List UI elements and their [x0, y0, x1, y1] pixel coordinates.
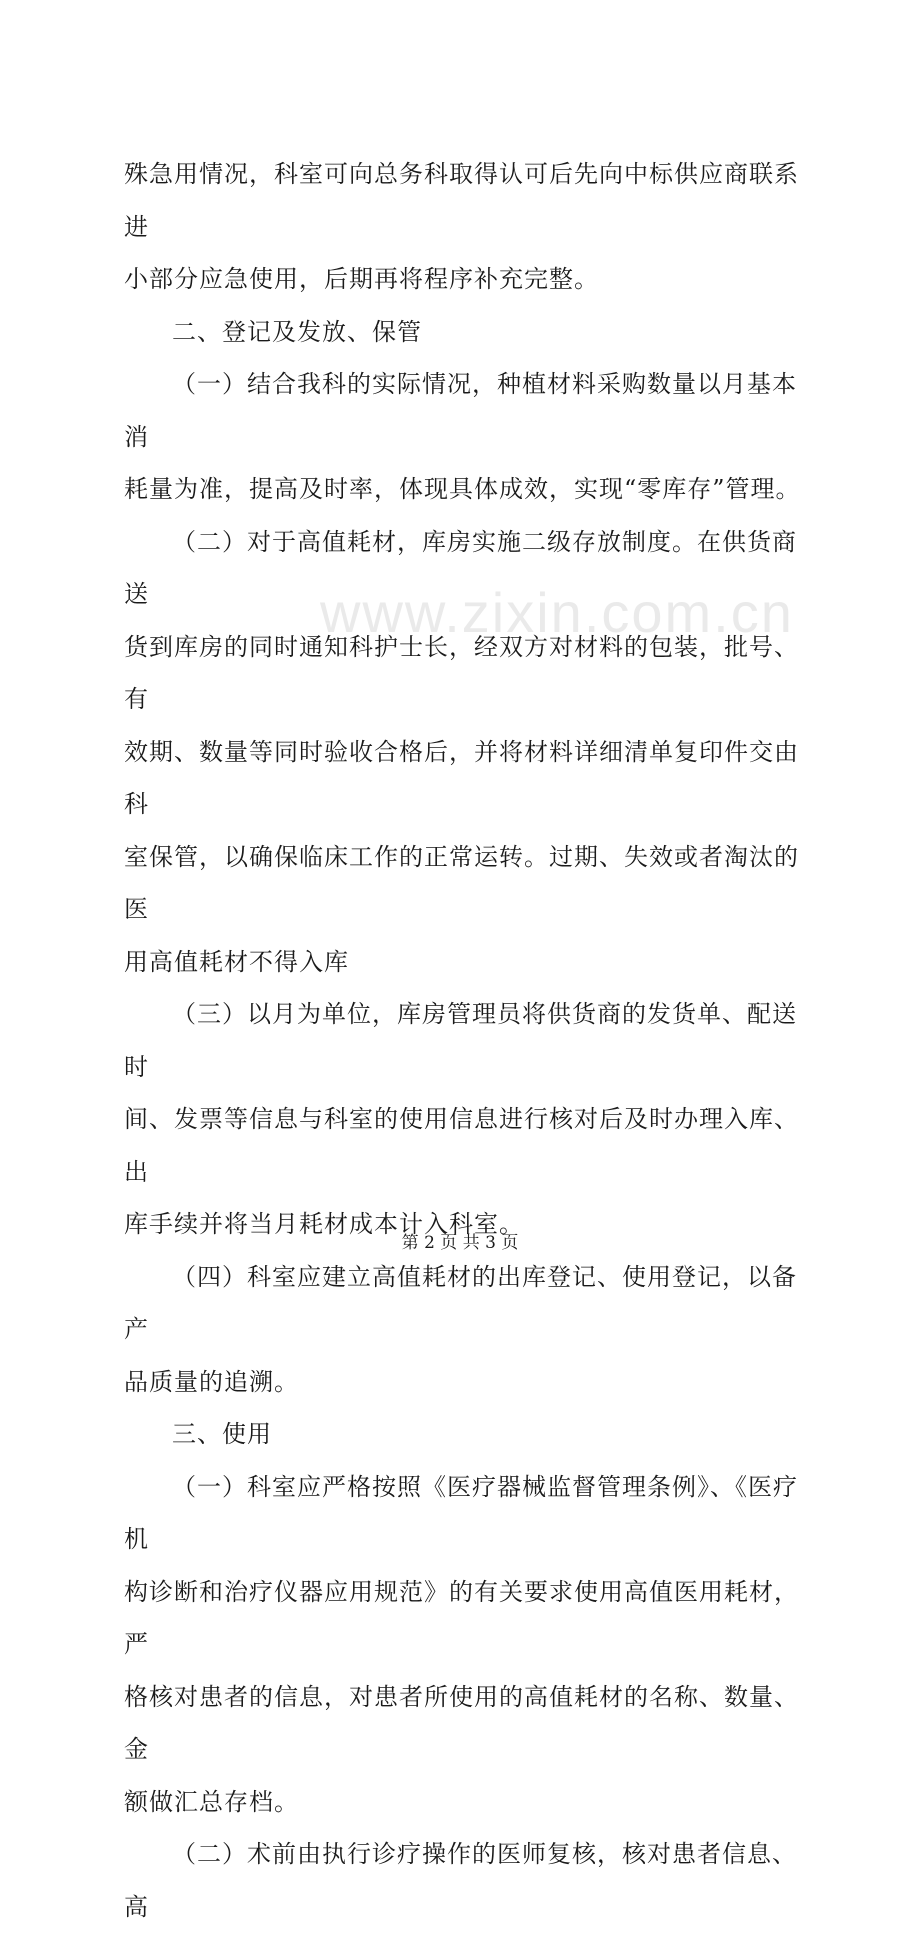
paragraph-1: 殊急用情况，科室可向总务科取得认可后先向中标供应商联系进 小部分应急使用，后期再将程序补充完整。	[124, 160, 799, 293]
section-heading-2: 二、登记及发放、保管	[172, 317, 422, 346]
paragraph-2-1: （一）结合我科的实际情况，种植材料采购数量以月基本消 耗量为准，提高及时率，体现具体成效，实现“零库存”管理。	[124, 370, 801, 503]
document-body	[124, 148, 814, 1933]
paragraph-2-4: （四）科室应建立高值耗材的出库登记、使用登记，以备产 品质量的追溯。	[124, 1262, 797, 1396]
paragraph-3-2: （二）术前由执行诊疗操作的医师复核，核对患者信息、高	[124, 1840, 797, 1921]
watermark-text: www.zixin.com.cn	[320, 581, 794, 644]
section-heading-3: 三、使用	[172, 1420, 272, 1448]
paragraph-2-2: （二）对于高值耗材，库房实施二级存放制度。在供货商送 货到库房的同时通知科护士长，经双方对材料的包装，批号、有 效期、数量等同时验收合格后，并将材料详细清单复印件交由科 室保管，以确保临床工作的正常运转。过期、失效或者淘汰的医 用高值耗材不得入库	[124, 527, 799, 976]
paragraph-3-1: （一）科室应严格按照《医疗器械监督管理条例》、《医疗机 构诊断和治疗仪器应用规范》的有关要求使用高值医用耗材，严 格核对患者的信息，对患者所使用的高值耗材的名称、数量、金 额做汇总存档。	[124, 1472, 799, 1816]
page-footer: 第 2 页 共 3 页	[401, 1233, 519, 1253]
paragraph-2-3: （三）以月为单位，库房管理员将供货商的发货单、配送时 间、发票等信息与科室的使用信息进行核对后及时办理入库、出 库手续并将当月耗材成本计入科室。	[124, 1000, 799, 1238]
